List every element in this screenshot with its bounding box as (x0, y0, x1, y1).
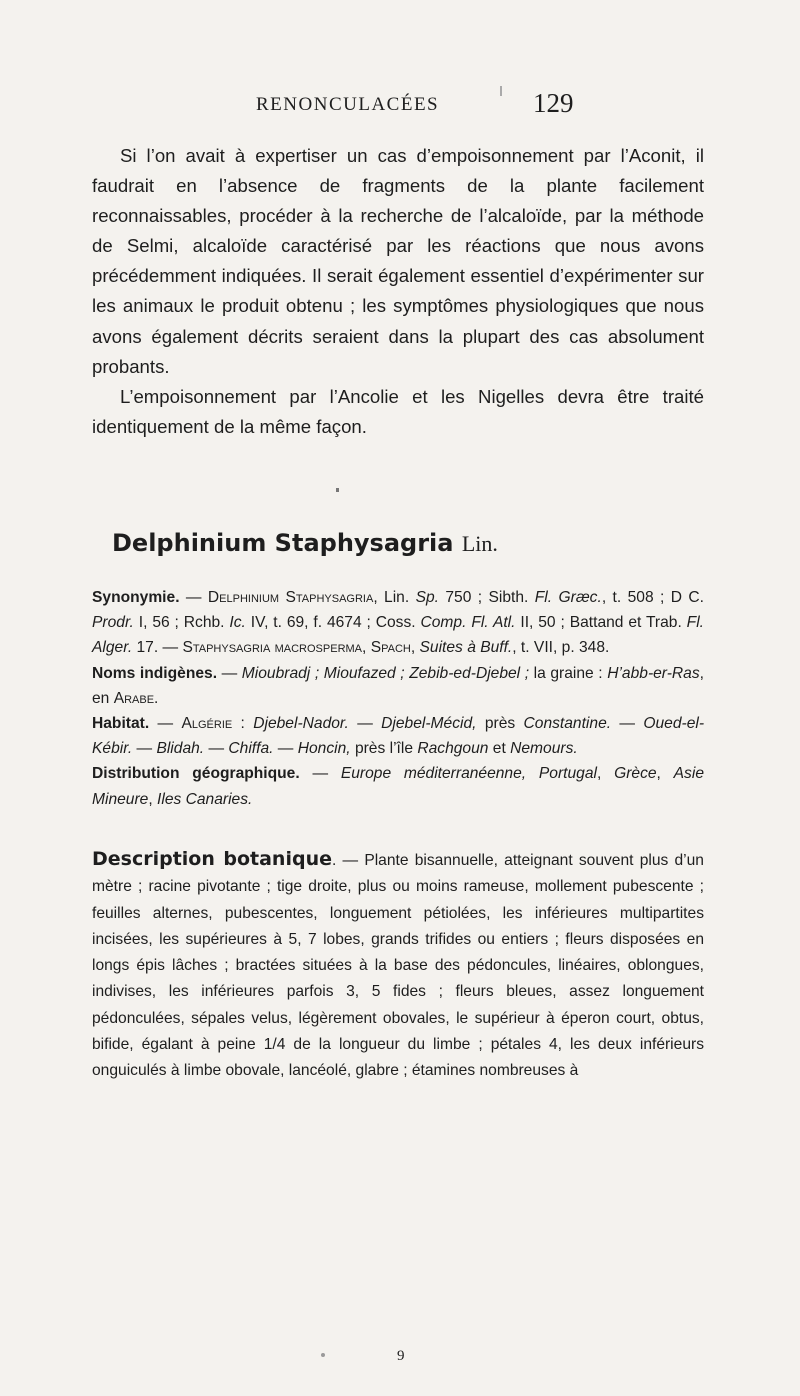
print-speck (321, 1353, 325, 1357)
species-heading (112, 529, 672, 557)
synonymie-entry: Synonymie. — Delphinium Staphysagria, Lin. Sp. 750 ; Sibth. Fl. Græc., t. 508 ; D C. Prodr. I, 56 ; Rchb. Ic. IV, t. 69, f. 4674 ; Coss. Comp. Fl. Atl. II, 50 ; Battand et Trab. Fl. Alger. 17. — Staphysagria macrosperma, Spach, Suites à Buff., t. VII, p. 348. (92, 589, 704, 657)
noms-indigenes-entry: Noms indigènes. — Mioubradj ; Mioufazed ; Zebib-ed-Djebel ; la graine : H’abb-er-Ras, en Arabe. (92, 664, 704, 707)
species-entries (92, 585, 704, 812)
signature-mark: 9 (397, 1348, 405, 1364)
description-label: Description botanique (92, 848, 332, 870)
running-title: RENONCULACÉES (256, 94, 440, 115)
intro-paragraph-2: L’empoisonnement par l’Ancolie et les Nigelles devra être traité identiquement de la même façon. (92, 385, 704, 437)
intro-paragraph-1: Si l’on avait à expertiser un cas d’empoisonnement par l’Aconit, il faudrait en l’absence de fragments de la plante facilement reconnaissables, procéder à la recherche de l’alcaloïde, par la méthode de Selmi, alcaloïde caractérisé par les réactions que nous avons précédemment indiquées. Il serait également essentiel d’expérimenter sur les animaux le produit obtenu ; les symptômes physiologiques que nous avons également décrits seraient dans la plupart des cas absolument probants. (92, 145, 704, 377)
noms-label: Noms indigènes. (92, 664, 218, 682)
synonymie-label: Synonymie. (92, 589, 180, 606)
botanical-description (92, 846, 704, 1085)
habitat-label: Habitat. (92, 715, 150, 733)
page-number: 129 (533, 88, 574, 118)
description-text: . — Plante bisannuelle, atteignant souvent plus d’un mètre ; racine pivotante ; tige droite, plus ou moins rameuse, mollement pubescente ; feuilles alternes, pubescentes, longuement pétiolées, les inférieures multipartites incisées, les supérieures à 5, 7 lobes, grands trifides ou entiers ; fleurs disposées en longs épis lâches ; bractées situées à la base des pédoncules, linéaires, oblongues, indivises, les inférieures parfois 3, 5 fides ; fleurs bleues, assez longuement pédonculées, sépales velus, légèrement obovales, le supérieur à éperon court, obtus, bifide, égalant à peine 1/4 de la longueur du limbe ; pétales 4, les deux inférieurs onguiculés à limbe obovale, lancéolé, glabre ; étamines nombreuses à (92, 852, 704, 1080)
species-name: Delphinium Staphysagria (112, 529, 454, 557)
habitat-entry: Habitat. — Algérie : Djebel-Nador. — Djebel-Mécid, près Constantine. — Oued-el-Kébir. — Blidah. — Chiffa. — Honcin, près l’île Rachgoun et Nemours. (92, 715, 705, 758)
print-speck (336, 488, 339, 492)
description-paragraph (92, 846, 704, 1085)
intro-text (92, 141, 704, 442)
distribution-label: Distribution géographique. (92, 765, 300, 783)
running-head (0, 88, 800, 122)
distribution-entry: Distribution géographique. — Europe méditerranéenne, Portugal, Grèce, Asie Mineure, Iles Canaries. (92, 765, 704, 808)
print-speck (500, 86, 502, 96)
species-author: Lin. (461, 531, 498, 556)
